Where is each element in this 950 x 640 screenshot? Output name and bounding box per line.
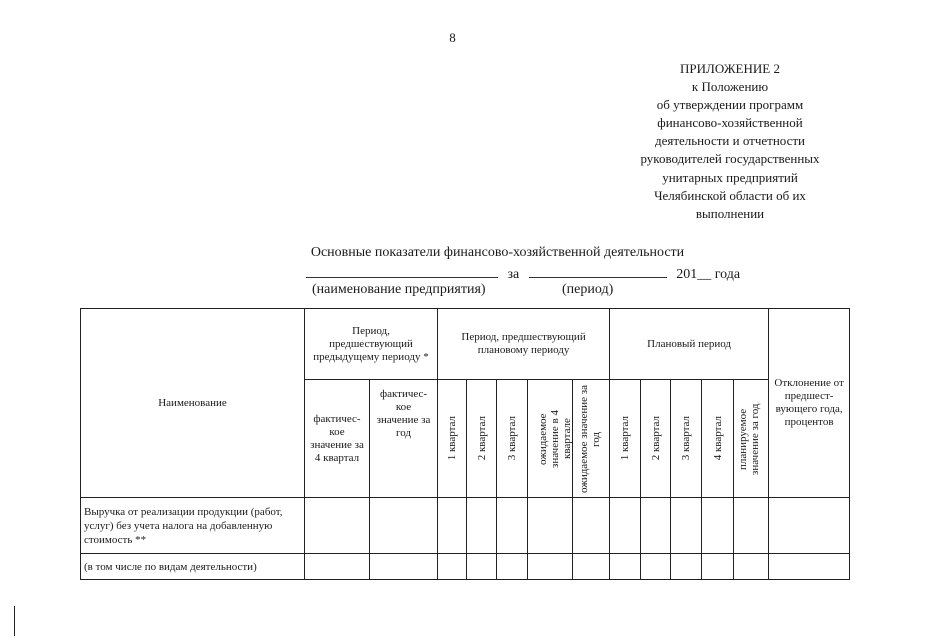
- table-cell: [467, 498, 497, 554]
- period-hint: (период): [562, 282, 614, 297]
- col-plan-q1-header: [610, 380, 641, 498]
- col-fact-year: фактичес-кое значение за год: [370, 380, 438, 498]
- group-prev-prev-header: Период, предшествующий предыдущему периоду *: [305, 309, 438, 380]
- appendix-line: ПРИЛОЖЕНИЕ 2: [680, 61, 780, 76]
- table-cell: [641, 498, 671, 554]
- appendix-line: руководителей государственных: [640, 151, 820, 167]
- col-plan-q3-header: [671, 380, 702, 498]
- col-expected-q4-header: [528, 380, 573, 498]
- table-cell: [497, 498, 528, 554]
- table-cell: [497, 554, 528, 580]
- col-plan-q1-label: 1 квартал: [619, 416, 632, 461]
- table-cell: [671, 554, 702, 580]
- table-cell: [573, 554, 610, 580]
- row-label: Выручка от реализации продукции (работ, услуг) без учета налога на добавленную стоимость **: [81, 498, 305, 554]
- table-cell: [305, 554, 370, 580]
- table-cell: [467, 554, 497, 580]
- enterprise-hint: (наименование предприятия): [312, 282, 486, 297]
- table-cell: [769, 554, 850, 580]
- indicators-table: [80, 308, 850, 580]
- col-planned-year-header: [734, 380, 769, 498]
- table-cell: [528, 498, 573, 554]
- col-expected-q4-label: ожидаемое значение в 4 квартале: [537, 409, 574, 468]
- appendix-line: деятельности и отчетности: [654, 133, 806, 149]
- table-cell: [370, 554, 438, 580]
- table-cell: [438, 554, 467, 580]
- table-cell: [702, 498, 734, 554]
- appendix-line: об утверждении программ: [656, 97, 804, 113]
- table-cell: [610, 498, 641, 554]
- col-fact-q4: фактичес-кое значение за 4 квартал: [305, 380, 370, 498]
- appendix-line: выполнении: [695, 205, 765, 221]
- group-prev-header: Период, предшествующий плановому периоду: [438, 309, 610, 380]
- table-cell: [438, 498, 467, 554]
- for-label: за: [507, 267, 520, 282]
- appendix-line: к Положению: [691, 79, 769, 95]
- table-cell: [370, 498, 438, 554]
- col-expected-year-header: [573, 380, 610, 498]
- period-blank: [529, 262, 667, 278]
- col-planned-year-label: планируемое значение за год: [737, 402, 762, 475]
- table-row: [81, 554, 850, 580]
- table-cell: [734, 554, 769, 580]
- table-cell: [769, 498, 850, 554]
- col-q3-label: 3 квартал: [506, 416, 519, 461]
- table-cell: [573, 498, 610, 554]
- col-plan-q2-header: [641, 380, 671, 498]
- col-plan-q2-label: 2 квартал: [649, 416, 662, 461]
- appendix-line: унитарных предприятий: [662, 169, 798, 185]
- row-label: (в том числе по видам деятельности): [81, 554, 305, 580]
- table-cell: [702, 554, 734, 580]
- table-cell: [528, 554, 573, 580]
- col-plan-q4-header: [702, 380, 734, 498]
- enterprise-name-blank: [306, 262, 498, 278]
- year-label: 201__ года: [676, 267, 741, 282]
- enterprise-period-line: [306, 262, 740, 283]
- col-q1-header: [438, 380, 467, 498]
- margin-line: [14, 606, 15, 636]
- col-expected-year-label: ожидаемое значение за год: [578, 384, 603, 493]
- table-cell: [305, 498, 370, 554]
- group-plan-header: Плановый период: [610, 309, 769, 380]
- col-plan-q4-label: 4 квартал: [711, 416, 724, 461]
- table-cell: [734, 498, 769, 554]
- col-q1-label: 1 квартал: [446, 416, 459, 461]
- appendix-header: [580, 60, 880, 223]
- col-q3-header: [497, 380, 528, 498]
- table-cell: [671, 498, 702, 554]
- table-cell: [610, 554, 641, 580]
- appendix-line: финансово-хозяйственной: [657, 115, 803, 131]
- table-row: [81, 498, 850, 554]
- document-title: Основные показатели финансово-хозяйственной деятельности: [310, 245, 685, 260]
- col-plan-q3-label: 3 квартал: [680, 416, 693, 461]
- name-header: Наименование: [81, 309, 305, 498]
- col-q2-header: [467, 380, 497, 498]
- page-number: 8: [449, 30, 456, 45]
- table-cell: [641, 554, 671, 580]
- col-q2-label: 2 квартал: [475, 416, 488, 461]
- deviation-header: Отклонение от предшест-вующего года, процентов: [769, 309, 850, 498]
- appendix-line: Челябинской области об их: [654, 187, 806, 203]
